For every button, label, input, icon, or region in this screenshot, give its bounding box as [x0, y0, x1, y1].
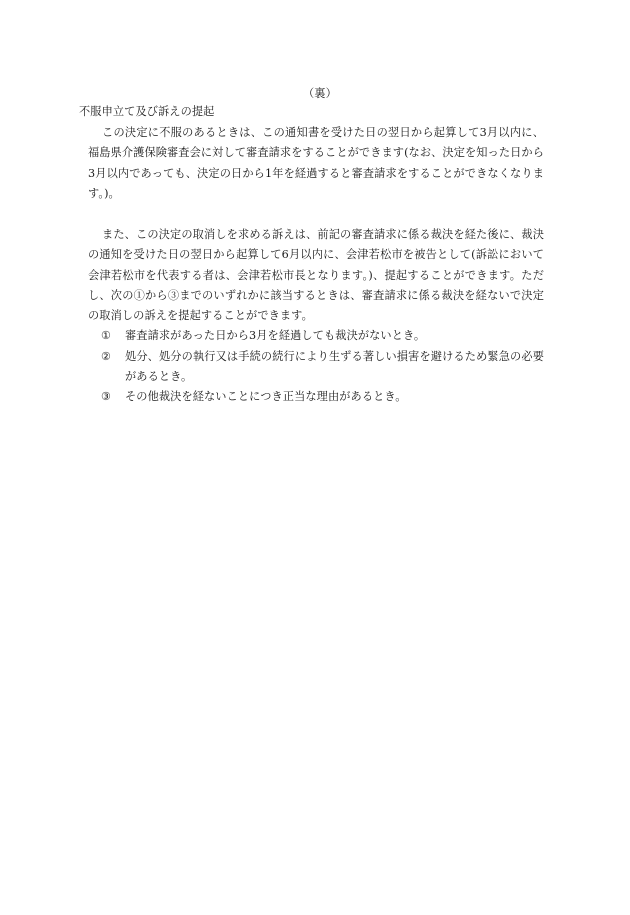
list-item-number: ③: [101, 390, 112, 403]
list-item: [101, 347, 544, 388]
list-item-text: その他裁決を経ないことにつき正当な理由があるとき。: [125, 390, 407, 403]
list-item-text: 審査請求があった日から3月を経過しても裁決がないとき。: [125, 329, 426, 342]
list-item: [101, 387, 544, 407]
section-heading: 不服申立て及び訴えの提起: [79, 105, 215, 118]
paragraph-appeal: この決定に不服のあるときは、この通知書を受けた日の翌日から起算して3月以内に、福島県介護保険審査会に対して審査請求をすることができます(なお、決定を知った日から3月以内であっても、決定の日から1年を経過すると審査請求をすることができなくなります。)。: [88, 126, 544, 200]
list-item: [101, 326, 544, 346]
list-item-number: ②: [101, 350, 112, 363]
page-side-label: （裏）: [303, 87, 337, 100]
list-item-number: ①: [101, 329, 112, 342]
paragraph-lawsuit: また、この決定の取消しを求める訴えは、前記の審査請求に係る裁決を経た後に、裁決の通知を受けた日の翌日から起算して6月以内に、会津若松市を被告として(訴訟において会津若松市を代表する者は、会津若松市長となります。)、提起することができます。ただし、次の①から③までのいずれかに該当するときは、審査請求に係る裁決を経ないで決定の取消しの訴えを提起することができます。: [88, 228, 544, 323]
list-item-text: 処分、処分の執行又は手続の続行により生ずる著しい損害を避けるため緊急の必要があるとき。: [125, 350, 544, 384]
